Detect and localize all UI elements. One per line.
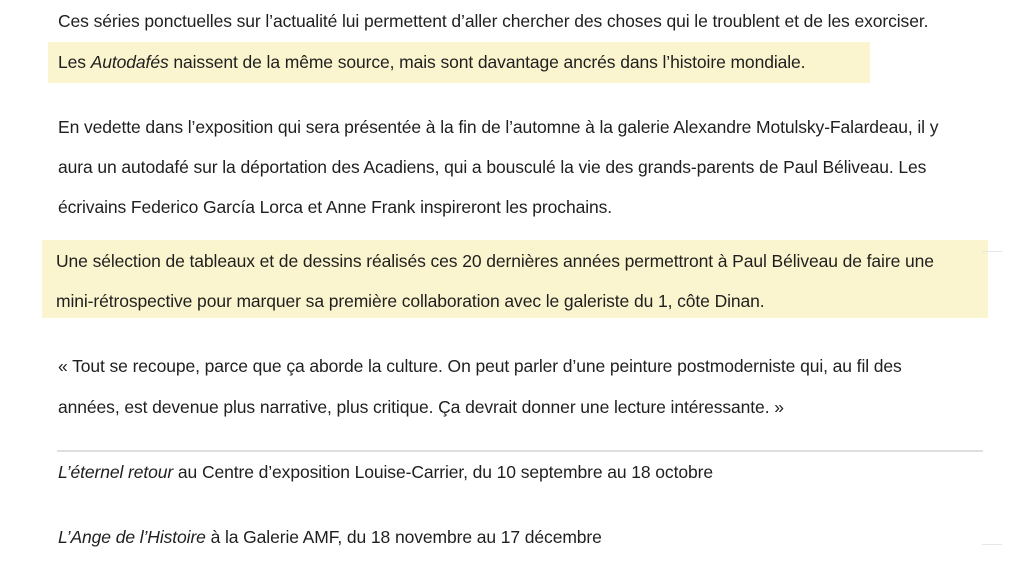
margin-tick-mark: [982, 251, 1002, 252]
paragraph-vedette-line-3: écrivains Federico García Lorca et Anne Frank inspireront les prochains.: [58, 197, 613, 217]
paragraph-series-line-1: Ces séries ponctuelles sur l’actualité lui permettent d’aller chercher des choses qui le troublent et de les exorciser.: [58, 11, 929, 31]
exhibition-title: L’Ange de l’Histoire: [58, 527, 206, 547]
exhibition-item-1: [58, 461, 713, 483]
paragraph-autodafes: [58, 51, 805, 73]
paragraph-selection-line-1: Une sélection de tableaux et de dessins réalisés ces 20 dernières années permettront à Paul Béliveau de faire une: [56, 251, 934, 271]
quote-line-2: années, est devenue plus narrative, plus critique. Ça devrait donner une lecture intéressante. »: [58, 397, 784, 417]
text-prefix: Les: [58, 52, 91, 72]
text-suffix: naissent de la même source, mais sont davantage ancrés dans l’histoire mondiale.: [168, 52, 806, 72]
quote-line-1: « Tout se recoupe, parce que ça aborde la culture. On peut parler d’une peinture postmoderniste qui, au fil des: [58, 356, 902, 376]
exhibition-details: à la Galerie AMF, du 18 novembre au 17 décembre: [205, 527, 602, 547]
margin-tick-mark-bottom: [982, 544, 1002, 545]
paragraph-selection-line-2: mini-rétrospective pour marquer sa première collaboration avec le galeriste du 1, côte Dinan.: [56, 291, 765, 311]
italic-title-autodafes: Autodafés: [90, 52, 169, 72]
paragraph-vedette-line-1: En vedette dans l’exposition qui sera présentée à la fin de l’automne à la galerie Alexandre Motulsky-Falardeau, il y: [58, 117, 939, 137]
exhibition-title: L’éternel retour: [58, 462, 174, 482]
section-divider: [57, 450, 983, 452]
exhibition-details: au Centre d’exposition Louise-Carrier, du 10 septembre au 18 octobre: [173, 462, 713, 482]
paragraph-vedette-line-2: aura un autodafé sur la déportation des Acadiens, qui a bousculé la vie des grands-parents de Paul Béliveau. Les: [58, 157, 927, 177]
exhibition-item-2: [58, 526, 602, 548]
